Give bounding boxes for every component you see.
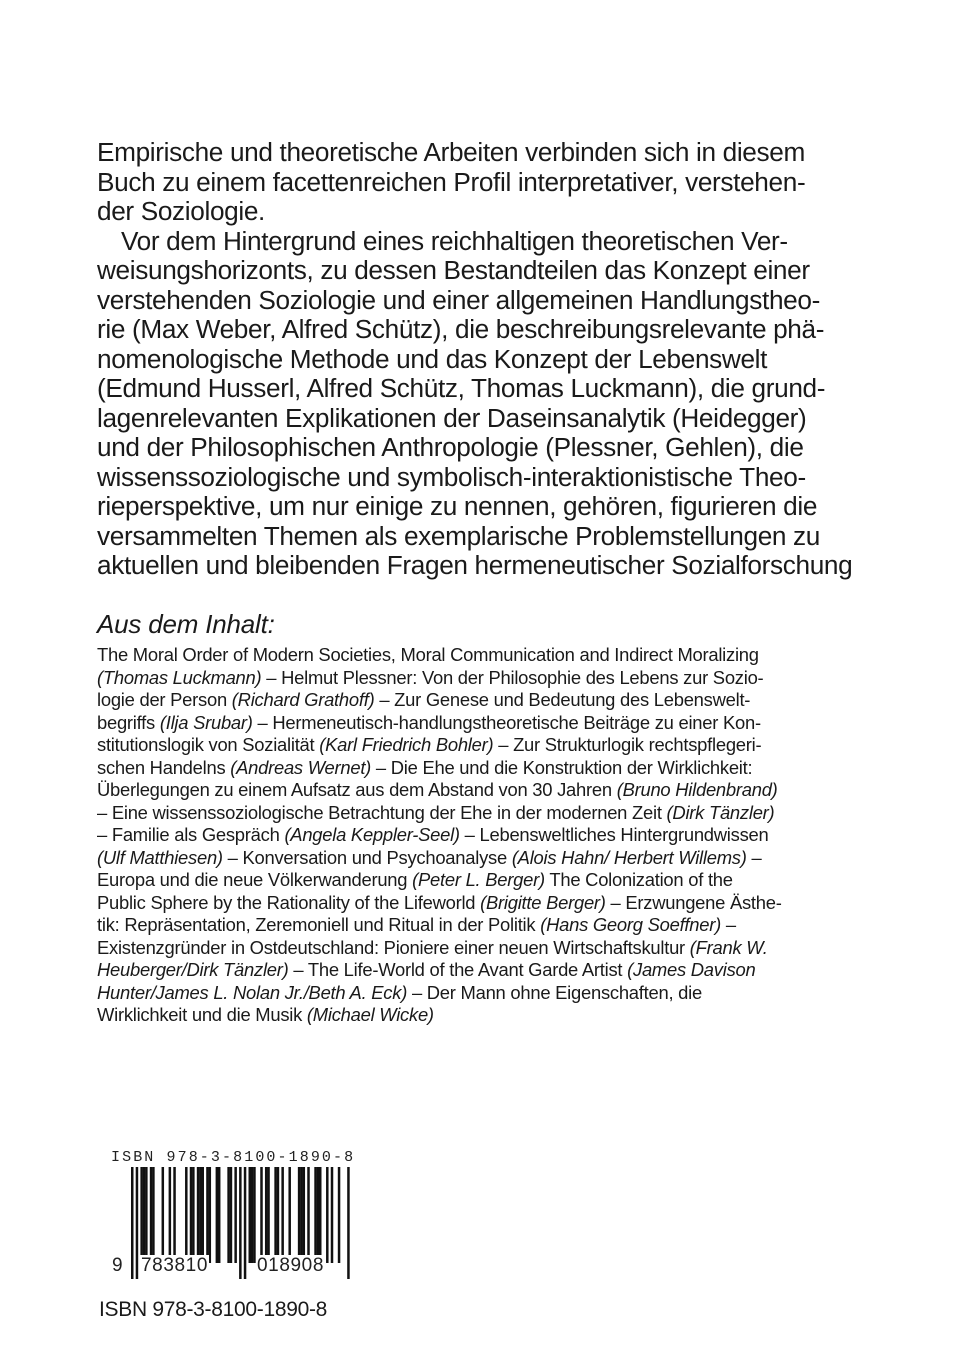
barcode-bar [152,1167,155,1263]
contents-line: Public Sphere by the Rationality of the Lifeworld (Brigitte Berger) – Erzwungene Ästhe- [97,891,782,913]
contents-line: logie der Person (Richard Grathoff) – Zur Genese und Bedeutung des Lebenswelt- [97,689,751,710]
blurb-line: nomenologische Methode und das Konzept der Lebenswelt [97,343,768,374]
barcode-bar [192,1167,195,1263]
contents-line: (Thomas Luckmann) – Helmut Plessner: Von der Philosophie des Lebens zur Sozio- [97,666,764,688]
barcode-bar [206,1167,209,1263]
barcode-first-digit: 9 [112,1255,124,1276]
barcode-bar [298,1167,301,1263]
barcode [111,1150,361,1290]
blurb-line: und der Philosophischen Anthropologie (Plessner, Gehlen), die [97,432,804,462]
barcode-bar [251,1167,254,1263]
blurb-line: der Soziologie. [97,196,265,226]
barcode-guard-bar [244,1167,247,1279]
blurb [97,138,867,581]
blurb-line: versammelten Themen als exemplarische Problemstellungen zu [97,520,821,551]
contents-line: – Eine wissenssoziologische Betrachtung der Ehe in der modernen Zeit (Dirk Tänzler) [97,801,775,823]
contents-line: The Moral Order of Modern Societies, Moral Communication and Indirect Moralizing [97,644,759,665]
contents-line: Hunter/James L. Nolan Jr./Beth A. Eck) – Der Mann ohne Eigenschaften, die [97,981,702,1003]
barcode-bar [267,1167,270,1263]
barcode-bar [199,1167,202,1263]
barcode-bar [209,1167,212,1263]
contents-line: begriffs (Ilja Srubar) – Hermeneutisch-handlungstheoretische Beiträge zu einer Kon- [97,711,761,733]
barcode-bar [140,1167,143,1263]
barcode-right-digits: 018908 [257,1255,325,1276]
barcode-bar [314,1167,317,1263]
barcode-bar [303,1167,306,1263]
contents-line: – Familie als Gespräch (Angela Keppler-Seel) – Lebensweltliches Hintergrundwissen [97,824,769,845]
blurb-line: rie (Max Weber, Alfred Schütz), die beschreibungsrelevante phä- [97,314,825,344]
barcode-bar [169,1167,172,1263]
barcode-bar [227,1167,230,1263]
barcode-bar [265,1167,268,1263]
barcode-bar [338,1167,341,1263]
barcode-bar [277,1167,280,1263]
barcode-bar [319,1167,322,1263]
contents-line: stitutionslogik von Sozialität (Karl Friedrich Bohler) – Zur Strukturlogik rechtspflegeri- [97,734,762,755]
barcode-bar [281,1167,284,1263]
barcode-bar [190,1167,193,1263]
barcode-bar [331,1167,334,1263]
barcode-bar [274,1167,277,1263]
barcode-guard-bar [239,1167,242,1279]
blurb-line: Vor dem Hintergrund eines reichhaltigen theoretischen Ver- [121,225,788,256]
isbn-text: ISBN 978-3-8100-1890-8 [99,1298,328,1321]
contents-line: schen Handelns (Andreas Wernet) – Die Ehe und die Konstruktion der Wirklichkeit: [97,756,753,778]
contents-line: Überlegungen zu einem Aufsatz aus dem Abstand von 30 Jahren (Bruno Hildenbrand) [97,779,778,800]
barcode-left-digits: 783810 [141,1255,209,1276]
barcode-guard-bar [131,1167,134,1279]
blurb-line: rieperspektive, um nur einige zu nennen, gehören, figurieren die [97,491,818,521]
contents-heading: Aus dem Inhalt: [97,609,275,639]
barcode-bar [162,1167,165,1263]
contents-line: Wirklichkeit und die Musik (Michael Wicke) [97,1004,434,1025]
barcode-guard-bar [347,1167,350,1279]
barcode-bar [326,1167,329,1263]
barcode-guard-bar [136,1167,139,1279]
barcode-bar [307,1167,310,1263]
blurb-line: Buch zu einem facettenreichen Profil interpretativer, verstehen- [97,166,806,197]
barcode-bar [249,1167,252,1263]
barcode-bar [145,1167,148,1263]
barcode-bar [260,1167,263,1263]
contents-line: tik: Repräsentation, Zeremoniell und Ritual in der Politik (Hans Georg Soeffner) – [97,914,736,935]
barcode-bar [173,1167,176,1263]
blurb-line: verstehenden Soziologie und einer allgemeinen Handlungstheo- [97,284,820,315]
barcode-bar [300,1167,303,1263]
contents-line: Heuberger/Dirk Tänzler) – The Life-World of the Avant Garde Artist (James Davison [97,959,756,980]
barcode-bar [216,1167,219,1263]
contents-line: Europa und die neue Völkerwanderung (Peter L. Berger) The Colonization of the [97,869,733,890]
barcode-bar [230,1167,233,1263]
blurb-line: aktuellen und bleibenden Fragen hermeneutischer Sozialforschung [97,550,853,580]
barcode-bar [143,1167,146,1263]
blurb-line: Empirische und theoretische Arbeiten verbinden sich in diesem [97,137,805,167]
blurb-line: (Edmund Husserl, Alfred Schütz, Thomas Luckmann), die grund- [97,373,826,403]
barcode-isbn-label: ISBN 978-3-8100-1890-8 [111,1149,356,1166]
blurb-line: weisungshorizonts, zu dessen Bestandteilen das Konzept einer [97,255,810,285]
blurb-line: wissenssoziologische und symbolisch-interaktionistische Theo- [97,461,806,492]
contents-list [97,644,877,1027]
barcode-bar [253,1167,256,1263]
barcode-bar [185,1167,188,1263]
barcode-bar [197,1167,200,1263]
blurb-line: lagenrelevanten Explikationen der Daseinsanalytik (Heidegger) [97,402,807,433]
barcode-bar [288,1167,291,1263]
contents-line: Existenzgründer in Ostdeutschland: Pioniere einer neuen Wirtschaftskultur (Frank W. [97,936,768,958]
barcode-bar [202,1167,205,1263]
barcode-bar [150,1167,153,1263]
barcode-bar [317,1167,320,1263]
contents-line: (Ulf Matthiesen) – Konversation und Psychoanalyse (Alois Hahn/ Herbert Willems) – [97,846,762,868]
barcode-bar [234,1167,237,1263]
barcode-bar [218,1167,221,1263]
